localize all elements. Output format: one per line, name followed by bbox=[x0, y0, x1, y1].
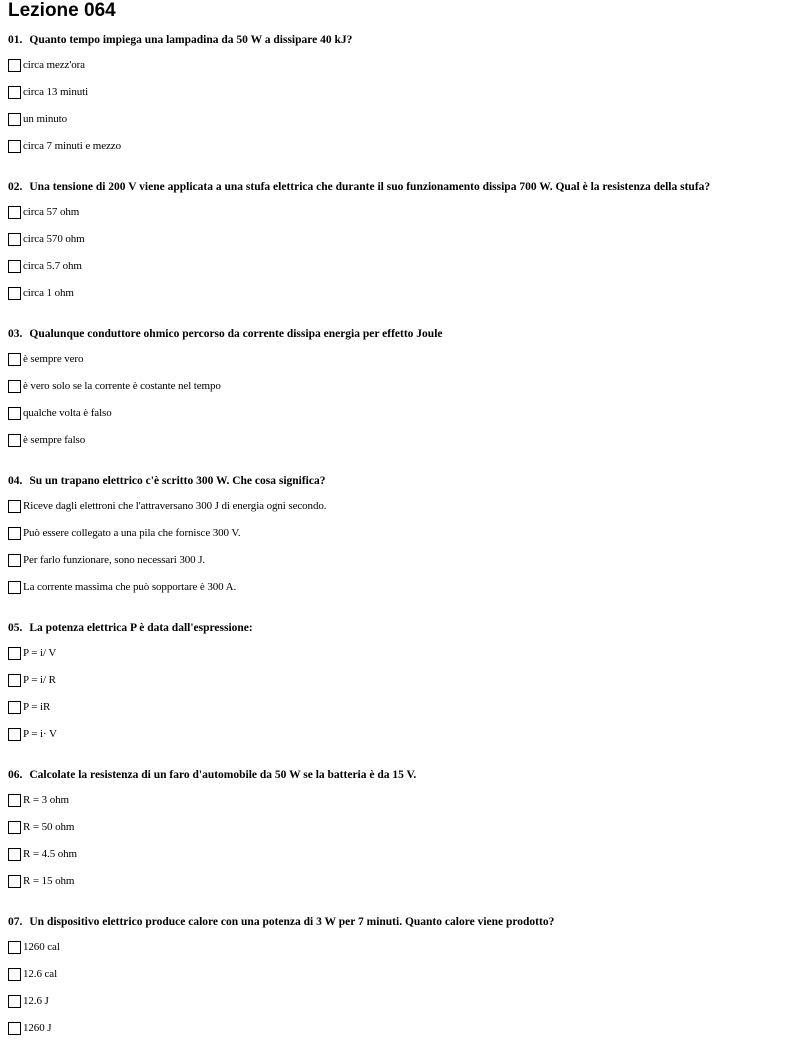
question-prompt: Quanto tempo impiega una lampadina da 50 W a dissipare 40 kJ? bbox=[29, 34, 353, 46]
checkbox[interactable] bbox=[8, 206, 21, 219]
answer-option[interactable] bbox=[8, 140, 783, 167]
question-01 bbox=[8, 33, 783, 167]
checkbox[interactable] bbox=[8, 728, 21, 741]
checkbox[interactable] bbox=[8, 554, 21, 567]
question-05 bbox=[8, 621, 783, 755]
answer-label: 1260 J bbox=[23, 1022, 52, 1034]
answer-label: 1260 cal bbox=[23, 941, 60, 953]
answer-label: La corrente massima che può sopportare è 300 A. bbox=[23, 581, 237, 593]
answer-label: circa 5.7 ohm bbox=[23, 260, 82, 272]
checkbox[interactable] bbox=[8, 875, 21, 888]
answer-label: P = iR bbox=[23, 701, 51, 713]
question-text bbox=[8, 621, 783, 635]
answer-label: Per farlo funzionare, sono necessari 300 J. bbox=[23, 554, 206, 566]
checkbox[interactable] bbox=[8, 1022, 21, 1035]
answer-option[interactable] bbox=[8, 1022, 783, 1049]
answer-option[interactable] bbox=[8, 527, 783, 554]
answer-option[interactable] bbox=[8, 821, 783, 848]
checkbox[interactable] bbox=[8, 794, 21, 807]
question-06 bbox=[8, 768, 783, 902]
answer-option[interactable] bbox=[8, 875, 783, 902]
answer-options bbox=[8, 647, 783, 755]
checkbox[interactable] bbox=[8, 353, 21, 366]
page-title: Lezione 064 bbox=[8, 0, 116, 21]
answer-label: circa mezz'ora bbox=[23, 59, 85, 71]
answer-option[interactable] bbox=[8, 287, 783, 314]
checkbox[interactable] bbox=[8, 527, 21, 540]
answer-option[interactable] bbox=[8, 701, 783, 728]
question-02 bbox=[8, 180, 783, 314]
answer-options bbox=[8, 59, 783, 167]
answer-label: 12.6 cal bbox=[23, 968, 58, 980]
checkbox[interactable] bbox=[8, 674, 21, 687]
question-03 bbox=[8, 327, 783, 461]
answer-option[interactable] bbox=[8, 794, 783, 821]
answer-option[interactable] bbox=[8, 59, 783, 86]
checkbox[interactable] bbox=[8, 821, 21, 834]
answer-label: qualche volta è falso bbox=[23, 407, 112, 419]
answer-label: R = 15 ohm bbox=[23, 875, 75, 887]
answer-options bbox=[8, 500, 783, 608]
checkbox[interactable] bbox=[8, 995, 21, 1008]
question-text bbox=[8, 915, 783, 929]
checkbox[interactable] bbox=[8, 701, 21, 714]
checkbox[interactable] bbox=[8, 941, 21, 954]
checkbox[interactable] bbox=[8, 380, 21, 393]
question-text bbox=[8, 474, 783, 488]
question-prompt: Su un trapano elettrico c'è scritto 300 W. Che cosa significa? bbox=[29, 475, 326, 487]
question-04 bbox=[8, 474, 783, 608]
checkbox[interactable] bbox=[8, 434, 21, 447]
answer-option[interactable] bbox=[8, 554, 783, 581]
answer-label: R = 4.5 ohm bbox=[23, 848, 77, 860]
answer-option[interactable] bbox=[8, 86, 783, 113]
checkbox[interactable] bbox=[8, 968, 21, 981]
question-prompt: Qualunque conduttore ohmico percorso da corrente dissipa energia per effetto Joule bbox=[29, 328, 443, 340]
checkbox[interactable] bbox=[8, 848, 21, 861]
answer-label: un minuto bbox=[23, 113, 68, 125]
answer-label: circa 7 minuti e mezzo bbox=[23, 140, 121, 152]
answer-options bbox=[8, 794, 783, 902]
answer-label: P = i· V bbox=[23, 728, 57, 740]
answer-option[interactable] bbox=[8, 113, 783, 140]
answer-label: è sempre vero bbox=[23, 353, 84, 365]
answer-option[interactable] bbox=[8, 674, 783, 701]
checkbox[interactable] bbox=[8, 647, 21, 660]
answer-label: R = 3 ohm bbox=[23, 794, 69, 806]
question-number: 01. bbox=[8, 34, 23, 46]
answer-option[interactable] bbox=[8, 968, 783, 995]
answer-option[interactable] bbox=[8, 647, 783, 674]
answer-option[interactable] bbox=[8, 233, 783, 260]
question-number: 06. bbox=[8, 769, 23, 781]
question-prompt: La potenza elettrica P è data dall'espressione: bbox=[29, 622, 253, 634]
answer-options bbox=[8, 206, 783, 314]
answer-label: P = i/ R bbox=[23, 674, 56, 686]
answer-option[interactable] bbox=[8, 941, 783, 968]
answer-label: circa 13 minuti bbox=[23, 86, 89, 98]
question-text bbox=[8, 33, 783, 47]
answer-options bbox=[8, 941, 783, 1049]
checkbox[interactable] bbox=[8, 59, 21, 72]
checkbox[interactable] bbox=[8, 86, 21, 99]
answer-option[interactable] bbox=[8, 434, 783, 461]
checkbox[interactable] bbox=[8, 260, 21, 273]
checkbox[interactable] bbox=[8, 140, 21, 153]
answer-options bbox=[8, 353, 783, 461]
answer-option[interactable] bbox=[8, 353, 783, 380]
answer-option[interactable] bbox=[8, 407, 783, 434]
question-prompt: Una tensione di 200 V viene applicata a una stufa elettrica che durante il suo funzionamento dissipa 700 W. Qual è la resistenza della stufa? bbox=[29, 181, 711, 193]
answer-label: è vero solo se la corrente è costante nel tempo bbox=[23, 380, 221, 392]
answer-label: R = 50 ohm bbox=[23, 821, 75, 833]
question-prompt: Calcolate la resistenza di un faro d'automobile da 50 W se la batteria è da 15 V. bbox=[29, 769, 417, 781]
question-text bbox=[8, 180, 783, 194]
answer-option[interactable] bbox=[8, 848, 783, 875]
question-number: 03. bbox=[8, 328, 23, 340]
answer-option[interactable] bbox=[8, 500, 783, 527]
answer-label: circa 1 ohm bbox=[23, 287, 74, 299]
answer-option[interactable] bbox=[8, 380, 783, 407]
question-prompt: Un dispositivo elettrico produce calore con una potenza di 3 W per 7 minuti. Quanto calore viene prodotto? bbox=[29, 916, 555, 928]
question-text bbox=[8, 768, 783, 782]
question-number: 04. bbox=[8, 475, 23, 487]
question-07 bbox=[8, 915, 783, 1049]
question-text bbox=[8, 327, 783, 341]
answer-label: è sempre falso bbox=[23, 434, 86, 446]
answer-option[interactable] bbox=[8, 728, 783, 755]
checkbox[interactable] bbox=[8, 233, 21, 246]
checkbox[interactable] bbox=[8, 581, 21, 594]
answer-label: P = i/ V bbox=[23, 647, 57, 659]
question-number: 05. bbox=[8, 622, 23, 634]
question-number: 02. bbox=[8, 181, 23, 193]
checkbox[interactable] bbox=[8, 407, 21, 420]
question-number: 07. bbox=[8, 916, 23, 928]
answer-option[interactable] bbox=[8, 260, 783, 287]
answer-label: Può essere collegato a una pila che fornisce 300 V. bbox=[23, 527, 241, 539]
checkbox[interactable] bbox=[8, 287, 21, 300]
answer-label: 12.6 J bbox=[23, 995, 49, 1007]
answer-option[interactable] bbox=[8, 995, 783, 1022]
answer-label: circa 57 ohm bbox=[23, 206, 80, 218]
checkbox[interactable] bbox=[8, 113, 21, 126]
answer-option[interactable] bbox=[8, 206, 783, 233]
checkbox[interactable] bbox=[8, 500, 21, 513]
answer-label: circa 570 ohm bbox=[23, 233, 85, 245]
answer-label: Riceve dagli elettroni che l'attraversano 300 J di energia ogni secondo. bbox=[23, 500, 327, 512]
answer-option[interactable] bbox=[8, 581, 783, 608]
